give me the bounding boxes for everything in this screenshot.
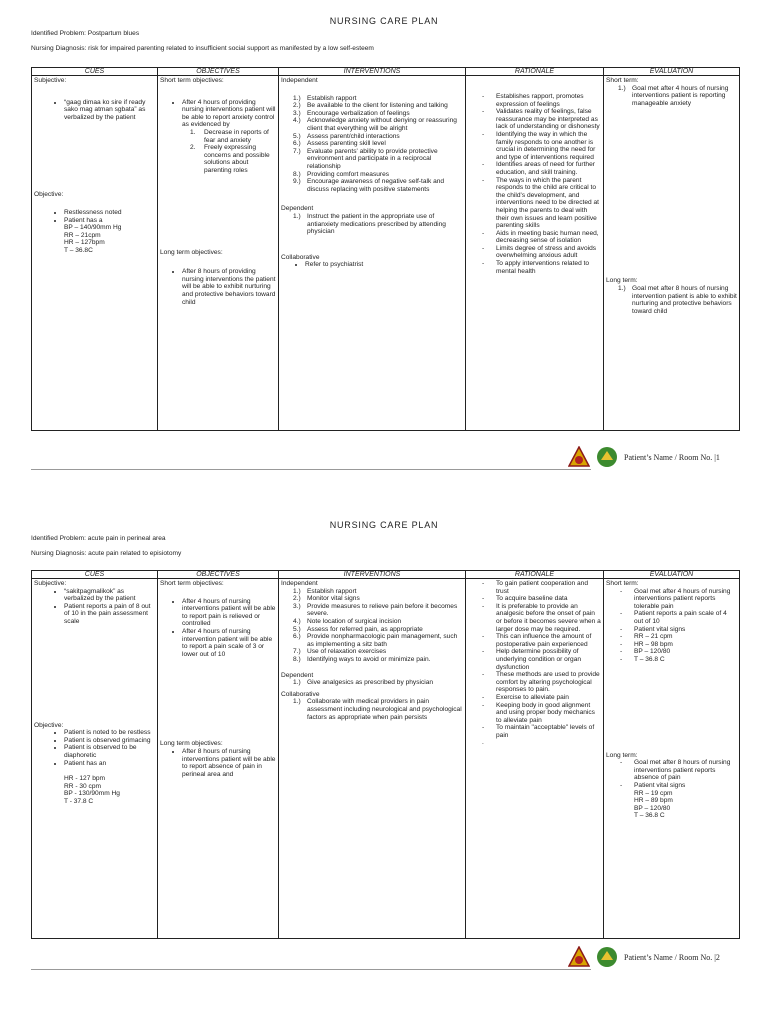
cues-cell xyxy=(32,76,158,431)
list-item: 8.) Providing comfort measures xyxy=(293,170,390,178)
rationale-cell xyxy=(466,76,604,431)
identified-problem: Identified Problem: Postpartum blues xyxy=(31,30,140,37)
vital-sign: HR – 127bpm xyxy=(64,239,105,247)
footer-rule xyxy=(31,469,591,470)
list-item: - To acquire baseline data xyxy=(482,595,568,603)
vital-sign: T - 37.8 C xyxy=(64,797,94,805)
vital-sign: BP – 140/90mm Hg xyxy=(64,224,122,232)
list-item: 3.) Provide measures to relieve pain before it becomes severe. xyxy=(293,602,458,618)
list-item: - To maintain "acceptable" levels of pain xyxy=(482,724,595,739)
list-item: 8.) Identifying ways to avoid or minimize pain. xyxy=(293,655,431,663)
list-item: 1.) Goal met after 8 hours of nursing intervention patient is able to exhibit nurturing and protective behaviors toward child xyxy=(618,284,737,315)
subjective-label: Subjective: xyxy=(34,580,67,587)
dependent-label: Dependent xyxy=(281,205,314,213)
long-term-label: Long term: xyxy=(606,751,638,759)
school-seal-icon xyxy=(568,446,590,468)
list-item: - Identifies areas of need for further education, and skill training. xyxy=(482,161,595,176)
interventions-cell xyxy=(279,579,466,939)
objectives-cell xyxy=(158,579,279,939)
page-title: NURSING CARE PLAN xyxy=(329,520,439,530)
short-term-objectives-label: Short term objectives: xyxy=(160,580,224,587)
short-term-label: Short term: xyxy=(606,580,639,587)
list-item: • Patient has an xyxy=(64,760,155,768)
long-term-label: Long term: xyxy=(606,277,638,285)
list-item: 1.) Establish rapport xyxy=(293,94,357,102)
list-item: 7.) Use of relaxation exercises xyxy=(293,648,387,656)
long-term-objectives-label: Long term objectives: xyxy=(160,248,223,256)
objective-label: Objective: xyxy=(34,721,64,729)
list-item: • Patient reports a pain of 8 out of 10 in the pain assessment scale xyxy=(64,603,155,626)
independent-label: Independent xyxy=(281,580,318,587)
list-item: 4.) Acknowledge anxiety without denying or reassuring client that everything will be alright xyxy=(293,117,457,132)
vital-sign: T – 36.8 C xyxy=(634,812,665,820)
interventions-cell xyxy=(279,76,466,431)
list-item: • “sakitpagmalikok” as verbalized by the patient xyxy=(64,588,155,603)
list-item: • Patient has a xyxy=(64,217,155,225)
list-item: 7.) Evaluate parents' ability to provide protective environment and participate in a reciprocal relationship xyxy=(293,147,438,170)
list-item: 4.) Note location of surgical incision xyxy=(293,617,402,625)
short-term-objectives-label: Short term objectives: xyxy=(160,77,224,84)
list-item: 5.) Assess parent/child interactions xyxy=(293,132,400,140)
college-logo-icon xyxy=(596,446,618,468)
list-item: - T – 36.8 C xyxy=(620,655,665,663)
page-2 xyxy=(0,508,768,1018)
rationale-cell xyxy=(466,579,604,939)
list-item: • Patient is observed to be diaphoretic xyxy=(64,744,155,759)
list-item: - These methods are used to provide comfort by altering psychological responses to pain. xyxy=(482,671,600,694)
header-interventions: INTERVENTIONS xyxy=(279,571,466,579)
list-item: - Validates reality of feelings, false reassurance may be interpreted as lack of understanding or dishonesty xyxy=(482,108,600,131)
vital-sign: BP - 130/90mm Hg xyxy=(64,790,120,798)
objectives-cell xyxy=(158,76,279,431)
vital-sign: HR – 89 bpm xyxy=(634,797,673,805)
vital-sign: RR – 21cpm xyxy=(64,231,101,239)
list-item: - Identifying the way in which the family responds to one another is crucial in determining the need for and type of interventions required xyxy=(482,130,596,161)
list-item: • Patient is noted to be restless xyxy=(64,729,155,737)
list-item: - Establishes rapport, promotes expression of feelings xyxy=(482,93,584,108)
list-item: • After 8 hours of nursing interventions patient will be able to report absence of pain in perineal area and xyxy=(182,748,276,778)
list-item: • Restlessness noted xyxy=(64,209,155,217)
list-item: • Patient is observed grimacing xyxy=(64,737,155,745)
list-item: - Goal met after 4 hours of nursing interventions patient reports tolerable pain xyxy=(620,587,731,610)
list-item: • After 8 hours of providing nursing interventions the patient will be able to exhibit nurturing and protective behaviors toward child xyxy=(182,268,276,306)
list-item: 1.) Collaborate with medical providers in pain assessment including neurological and psychological factors as appropriate when pain persists xyxy=(293,698,462,721)
page-1 xyxy=(0,0,768,510)
header-rationale: RATIONALE xyxy=(466,571,604,579)
care-plan-table xyxy=(31,570,740,939)
header-evaluation: EVALUATION xyxy=(604,68,740,76)
list-item: - This can influence the amount of postoperative pain experienced xyxy=(482,633,592,648)
list-item: 1.) Establish rapport xyxy=(293,587,357,595)
school-seal-icon xyxy=(568,946,590,968)
rationale-extra: . xyxy=(482,739,484,747)
list-item: 2.) Be available to the client for listening and talking xyxy=(293,102,448,110)
list-item: - HR – 98 bpm xyxy=(620,640,673,648)
evaluation-cell xyxy=(604,579,740,939)
list-item: - Keeping body in good alignment and using proper body mechanics to alleviate pain xyxy=(482,701,595,724)
list-item: 1.) Goal met after 4 hours of nursing interventions patient is reporting manageable anxiety xyxy=(618,84,729,107)
subjective-label: Subjective: xyxy=(34,77,67,84)
list-item: 6.) Provide nonpharmacologic pain management, such as implementing a sitz bath xyxy=(293,633,458,648)
list-item: - RR – 21 cpm xyxy=(620,633,673,641)
list-item: - BP – 120/80 xyxy=(620,648,671,656)
header-objectives: OBJECTIVES xyxy=(158,68,279,76)
header-cues: CUES xyxy=(32,571,158,579)
vital-sign: BP – 120/80 xyxy=(634,804,671,812)
header-interventions: INTERVENTIONS xyxy=(279,68,466,76)
list-item: • After 4 hours of nursing intervention patient will be able to report a pain scale of 3 or lower out of 10 xyxy=(182,628,276,658)
header-objectives: OBJECTIVES xyxy=(158,571,279,579)
long-term-objectives-label: Long term objectives: xyxy=(160,740,223,748)
independent-label: Independent xyxy=(281,77,318,84)
list-item: • “gaag dimaa ko sire if ready sako mag atman sgbata” as verbalized by the patient xyxy=(64,99,155,122)
collaborative-label: Collaborative xyxy=(281,690,320,698)
list-item: 6.) Assess parenting skill level xyxy=(293,140,386,148)
header-evaluation: EVALUATION xyxy=(604,571,740,579)
list-item: - It is preferable to provide an analgesic before the onset of pain or before it becomes severe when a larger dose may be required. xyxy=(482,602,601,633)
list-item: • After 4 hours of providing nursing interventions patient will be able to report anxiety control as evidenced by xyxy=(182,99,276,129)
page-footer xyxy=(568,946,720,968)
list-item: - Aids in meeting basic human need, decreasing sense of isolation xyxy=(482,229,599,245)
list-item: - Patient vital signs xyxy=(620,625,686,633)
college-logo-icon xyxy=(596,946,618,968)
list-item: - The ways in which the parent responds to the child are critical to the child's development, and interventions need to be directed at helping the parents to deal with their own issues and learn positive parenting skills xyxy=(482,176,600,230)
cues-cell xyxy=(32,579,158,939)
list-item: 1.) Give analgesics as prescribed by physician xyxy=(293,679,434,687)
list-item: - Help determine possibility of underlying condition or organ dysfunction xyxy=(482,648,582,671)
list-item: - Exercise to alleviate pain xyxy=(482,693,569,701)
list-item: - Limits degree of stress and avoids overwhelming anxious adult xyxy=(482,244,597,260)
header-rationale: RATIONALE xyxy=(466,68,604,76)
list-item: - To apply interventions related to mental health xyxy=(482,260,590,275)
collaborative-label: Collaborative xyxy=(281,253,320,261)
vital-sign: T – 36.8C xyxy=(64,246,93,254)
vital-sign: RR - 30 cpm xyxy=(64,782,102,790)
page-footer xyxy=(568,446,720,468)
list-item: 2. Freely expressing concerns and possible solutions about parenting roles xyxy=(190,144,270,174)
list-item: • After 4 hours of nursing interventions patient will be able to report pain is relieved or controlled xyxy=(182,598,276,628)
list-item: - Patient vital signs xyxy=(620,781,686,789)
objective-label: Objective: xyxy=(34,191,64,199)
list-item: 5.) Assess for referred pain, as appropriate xyxy=(293,625,423,633)
list-item: - Patient reports a pain scale of 4 out of 10 xyxy=(620,610,727,625)
list-item: 2.) Monitor vital signs xyxy=(293,595,360,603)
footer-rule xyxy=(31,969,591,970)
list-item: - Goal met after 8 hours of nursing interventions patient reports absence of pain xyxy=(620,759,731,782)
list-item: 1. Decrease in reports of fear and anxiety xyxy=(190,128,269,144)
list-item: 1.) Instruct the patient in the appropriate use of antianxiety medications prescribed by attending physician xyxy=(293,212,446,236)
list-item: 9.) Encourage awareness of negative self-talk and discuss replacing with positive statements xyxy=(293,178,445,193)
evaluation-cell xyxy=(604,76,740,431)
care-plan-table xyxy=(31,67,740,431)
nursing-diagnosis: Nursing Diagnosis: acute pain related to episiotomy xyxy=(31,550,182,557)
list-item: • Refer to psychiatrist xyxy=(305,261,463,269)
vital-sign: RR – 19 cpm xyxy=(634,789,673,797)
header-cues: CUES xyxy=(32,68,158,76)
short-term-label: Short term: xyxy=(606,77,639,84)
list-item: 3.) Encourage verbalization of feelings xyxy=(293,109,410,117)
patient-name-room: Patient’s Name / Room No. |1 xyxy=(624,452,720,462)
list-item: - To gain patient cooperation and trust xyxy=(482,580,589,595)
identified-problem: Identified Problem: acute pain in perineal area xyxy=(31,535,166,542)
dependent-label: Dependent xyxy=(281,671,314,679)
vital-sign: HR - 127 bpm xyxy=(64,775,106,783)
nursing-diagnosis: Nursing Diagnosis: risk for impaired parenting related to insufficient social support as manifested by a low self-esteem xyxy=(31,45,374,52)
patient-name-room: Patient’s Name / Room No. |2 xyxy=(624,952,720,962)
page-title: NURSING CARE PLAN xyxy=(329,16,439,26)
